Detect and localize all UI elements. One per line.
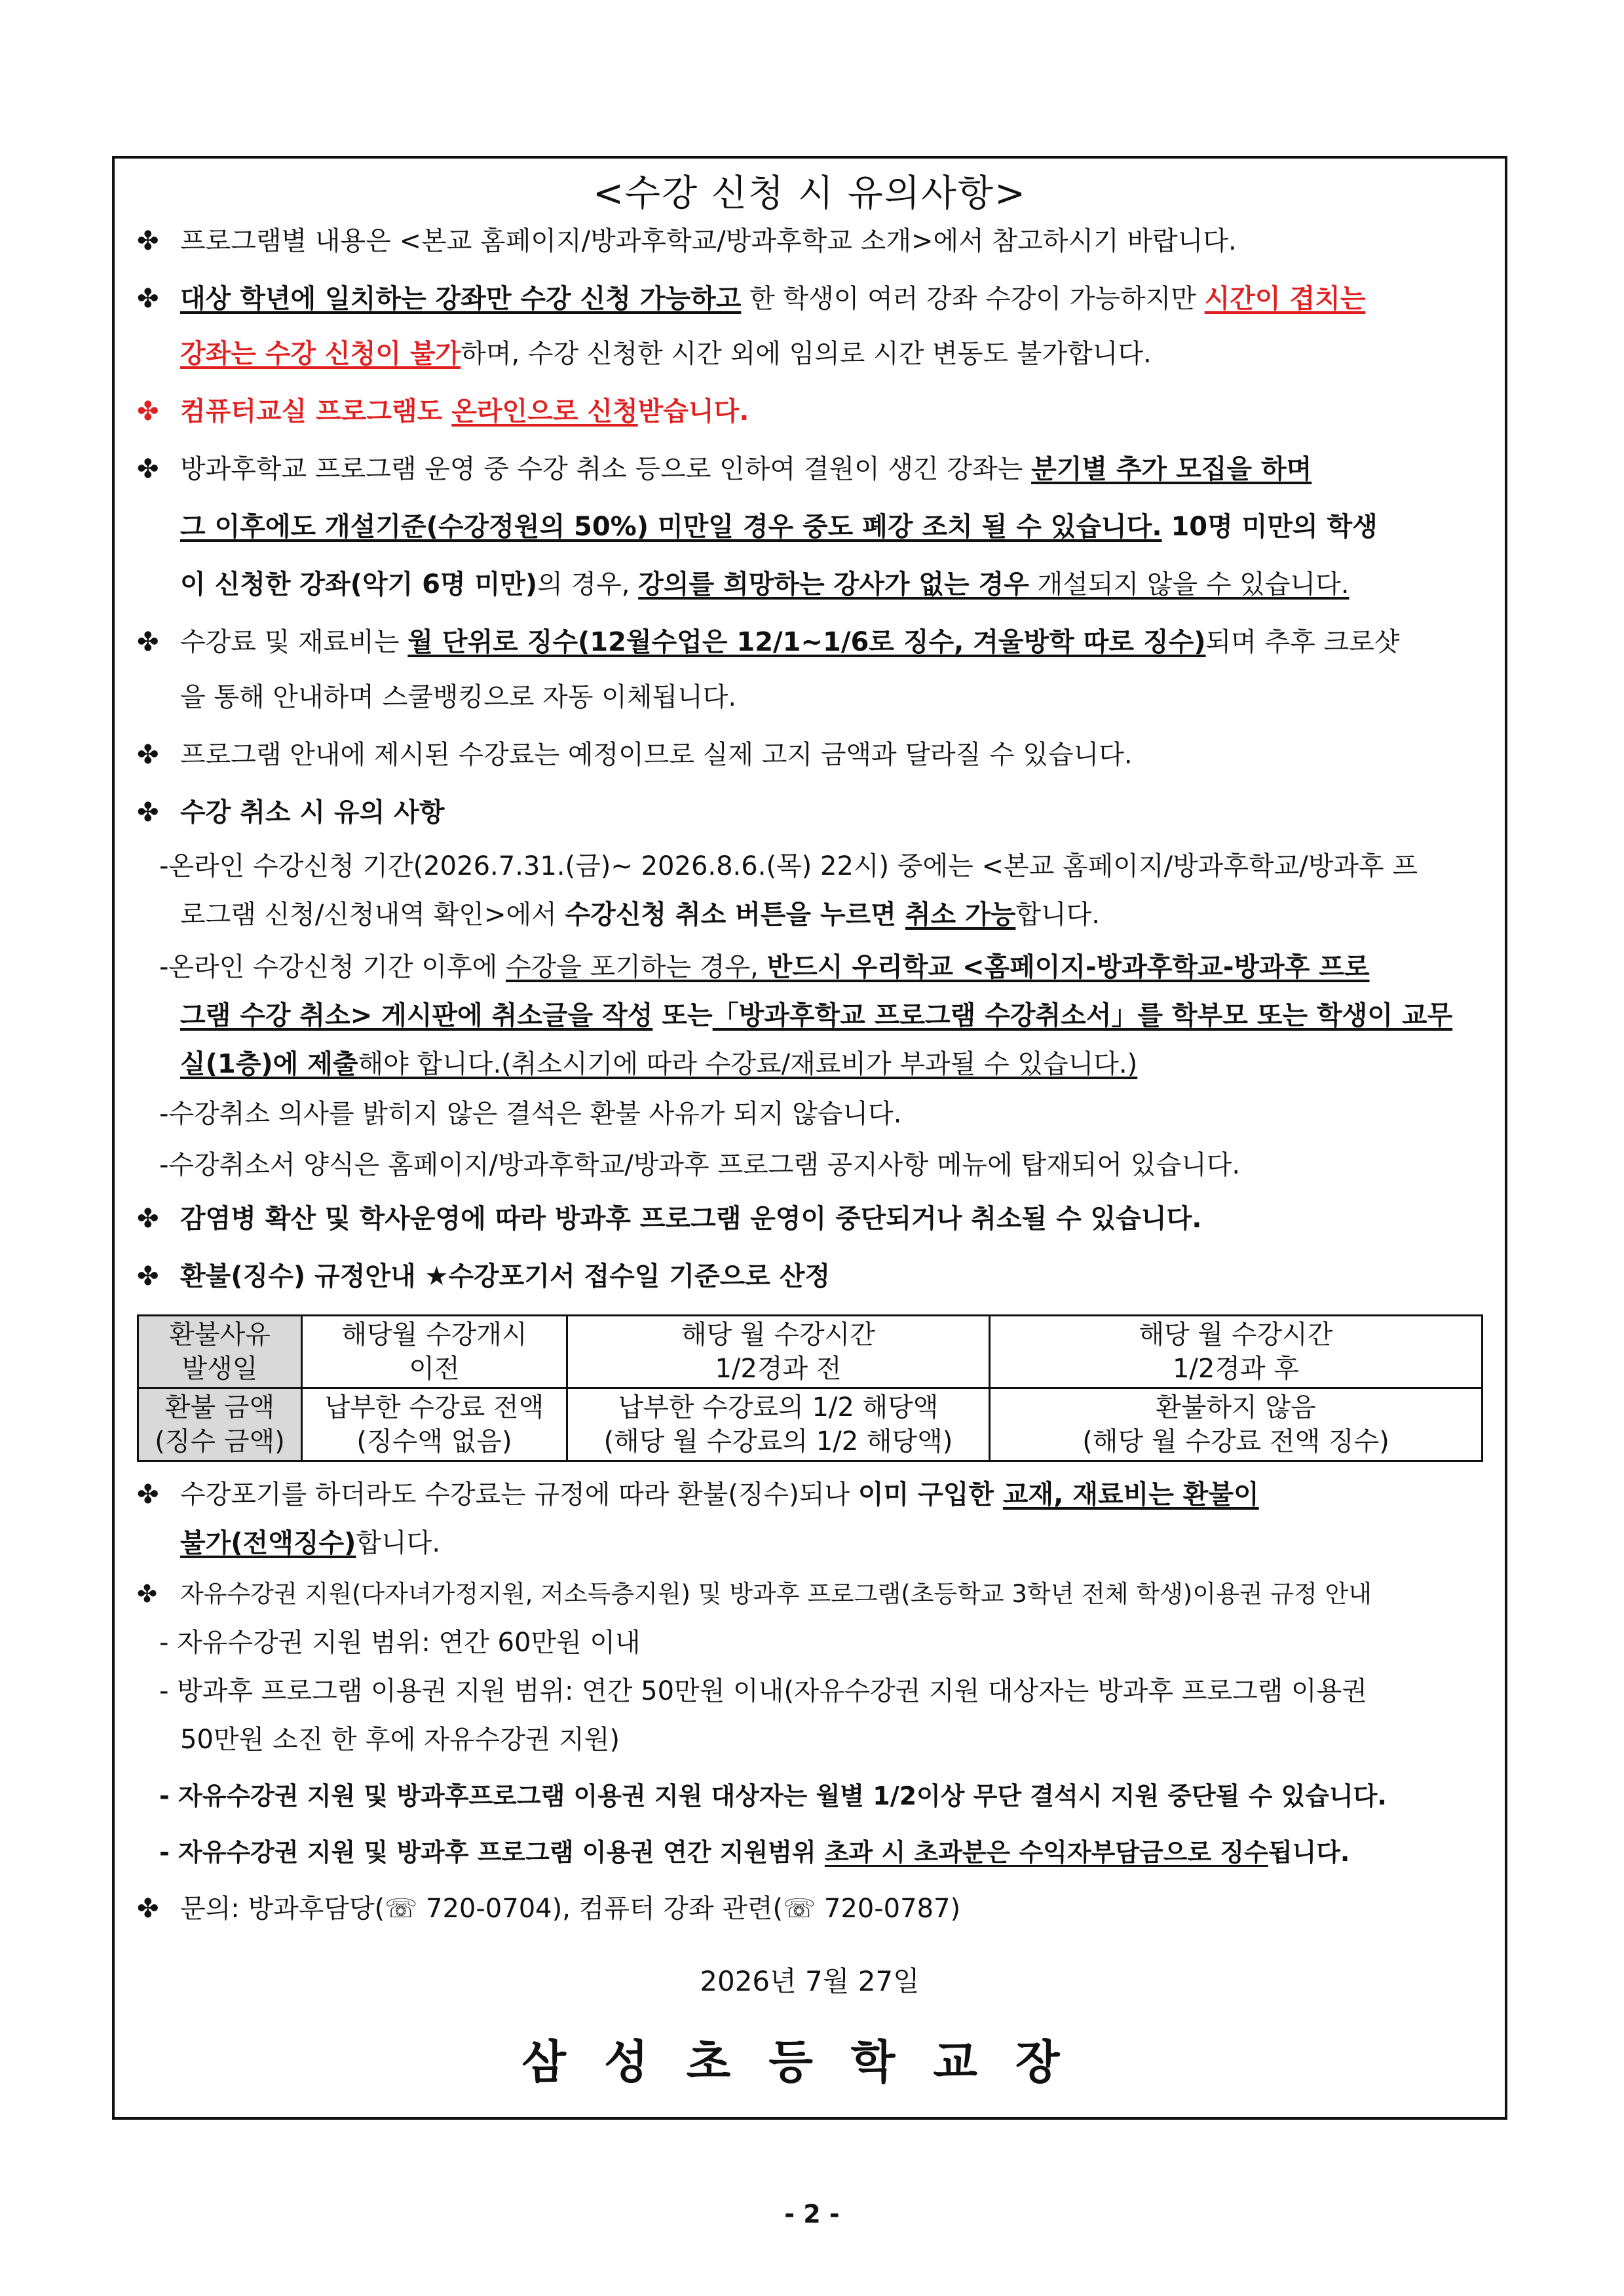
item-fees-cont: 을 통해 안내하며 스쿨뱅킹으로 자동 이체됩니다. bbox=[180, 682, 737, 712]
page-number: - 2 - bbox=[784, 2200, 840, 2229]
table-header-cell: 해당 월 수강시간 1/2경과 후 bbox=[990, 1316, 1482, 1388]
bullet-icon: ✤ bbox=[137, 284, 159, 314]
cancel-note-online: -온라인 수강신청 기간(2026.7.31.(금)~ 2026.8.6.(목) 22시) 중에는 <본교 홈페이지/방과후학교/방과후 프 bbox=[159, 851, 1418, 881]
refund-table bbox=[137, 1314, 1483, 1462]
bullet-icon: ✤ bbox=[137, 627, 159, 657]
bullet-icon: ✤ bbox=[137, 1480, 159, 1510]
cancel-note-after-cont2: 실(1층)에 제출해야 합니다.(취소시기에 따라 수강료/재료비가 부과될 수 있습니다.) bbox=[180, 1049, 1138, 1079]
bullet-icon: ✤ bbox=[137, 226, 159, 256]
phone-icon: ☏ bbox=[783, 1894, 816, 1924]
bullet-icon: ✤ bbox=[137, 396, 159, 427]
item-computer-online: ✤ 컴퓨터교실 프로그램도 온라인으로 신청받습니다. bbox=[137, 393, 1482, 430]
item-grade-limit-cont: 강좌는 수강 신청이 불가하며, 수강 신청한 시간 외에 임의로 시간 변동도 불가합니다. bbox=[180, 339, 1152, 369]
voucher-note-program-cont: 50만원 소진 한 후에 자유수강권 지원) bbox=[180, 1725, 620, 1755]
table-cell: 납부한 수강료 전액 (징수액 없음) bbox=[302, 1388, 567, 1461]
item-fees: ✤ 수강료 및 재료비는 월 단위로 징수(12월수업은 12/1~1/6로 징수, 겨울방학 따로 징수)되며 추후 크로샷 bbox=[137, 624, 1482, 660]
cancel-note-online-cont: 로그램 신청/신청내역 확인>에서 수강신청 취소 버튼을 누르면 취소 가능합니다. bbox=[180, 900, 1100, 930]
item-program-info: ✤ 프로그램별 내용은 <본교 홈페이지/방과후학교/방과후학교 소개>에서 참고하시기 바랍니다. bbox=[137, 223, 1482, 259]
bullet-icon: ✤ bbox=[137, 1580, 158, 1608]
bullet-icon: ✤ bbox=[137, 1894, 159, 1924]
item-closure-cont1: 그 이후에도 개설기준(수강정원의 50%) 미만일 경우 중도 폐강 조치 될 수 있습니다. 10명 미만의 학생 bbox=[180, 512, 1378, 542]
table-cell: 환불하지 않음 (해당 월 수강료 전액 징수) bbox=[990, 1388, 1482, 1461]
bullet-icon: ✤ bbox=[137, 740, 159, 770]
item-cancel-heading: ✤ 수강 취소 시 유의 사항 bbox=[137, 794, 1482, 831]
principal-signature: 삼성초등학교장 bbox=[521, 2035, 1098, 2089]
item-grade-limit: ✤ 대상 학년에 일치하는 강좌만 수강 신청 가능하고 한 학생이 여러 강좌 수강이 가능하지만 시간이 겹치는 bbox=[137, 280, 1482, 317]
table-header-cell: 해당월 수강개시 이전 bbox=[302, 1316, 567, 1388]
bullet-icon: ✤ bbox=[137, 1204, 159, 1234]
item-contact: ✤ 문의: 방과후담당(☏ 720-0704), 컴퓨터 강좌 관련(☏ 720-0787) bbox=[137, 1890, 1482, 1927]
table-header-cell: 해당 월 수강시간 1/2경과 전 bbox=[567, 1316, 990, 1388]
table-cell: 납부한 수강료의 1/2 해당액 (해당 월 수강료의 1/2 해당액) bbox=[567, 1388, 990, 1461]
cancel-note-form: -수강취소서 양식은 홈페이지/방과후학교/방과후 프로그램 공지사항 메뉴에 탑재되어 있습니다. bbox=[159, 1150, 1241, 1180]
item-epidemic: ✤ 감염병 확산 및 학사운영에 따라 방과후 프로그램 운영이 중단되거나 취소될 수 있습니다. bbox=[137, 1200, 1482, 1237]
cancel-note-absence: -수강취소 의사를 밝히지 않은 결석은 환불 사유가 되지 않습니다. bbox=[159, 1099, 902, 1129]
table-row bbox=[138, 1316, 1482, 1388]
item-refund-heading: ✤ 환불(징수) 규정안내 ★수강포기서 접수일 기준으로 산정 bbox=[137, 1258, 1482, 1295]
cancel-note-after-cont1: 그램 수강 취소> 게시판에 취소글을 작성 또는「방과후학교 프로그램 수강취소서」를 학부모 또는 학생이 교무 bbox=[180, 1001, 1453, 1031]
item-materials: ✤ 수강포기를 하더라도 수강료는 규정에 따라 환불(징수)되나 이미 구입한 교재, 재료비는 환불이 bbox=[137, 1476, 1482, 1513]
notice-date: 2026년 7월 27일 bbox=[700, 1965, 920, 1997]
notice-content bbox=[137, 159, 1482, 2092]
item-closure-cont2: 이 신청한 강좌(악기 6명 미만)의 경우, 강의를 희망하는 강사가 없는 경우 개설되지 않을 수 있습니다. bbox=[180, 569, 1350, 600]
cancel-note-after: -온라인 수강신청 기간 이후에 수강을 포기하는 경우, 반드시 우리학교 <홈페이지-방과후학교-방과후 프로 bbox=[159, 952, 1370, 982]
item-closure: ✤ 방과후학교 프로그램 운영 중 수강 취소 등으로 인하여 결원이 생긴 강좌는 분기별 추가 모집을 하며 bbox=[137, 451, 1482, 488]
item-fee-estimate: ✤ 프로그램 안내에 제시된 수강료는 예정이므로 실제 고지 금액과 달라질 수 있습니다. bbox=[137, 737, 1482, 773]
voucher-note-excess: - 자유수강권 지원 및 방과후 프로그램 이용권 연간 지원범위 초과 시 초과분은 수익자부담금으로 징수됩니다. bbox=[159, 1838, 1350, 1867]
item-materials-cont: 불가(전액징수)합니다. bbox=[180, 1528, 441, 1558]
bullet-icon: ✤ bbox=[137, 454, 159, 484]
bullet-icon: ✤ bbox=[137, 1261, 159, 1292]
voucher-note-free: - 자유수강권 지원 범위: 연간 60만원 이내 bbox=[159, 1628, 641, 1658]
notice-frame bbox=[112, 156, 1507, 2120]
voucher-note-absence: - 자유수강권 지원 및 방과후프로그램 이용권 지원 대상자는 월별 1/2이상 무단 결석시 지원 중단될 수 있습니다. bbox=[159, 1782, 1387, 1810]
bullet-icon: ✤ bbox=[137, 797, 159, 828]
table-row bbox=[138, 1388, 1482, 1461]
table-header-cell: 환불사유 발생일 bbox=[138, 1316, 302, 1388]
phone-icon: ☏ bbox=[385, 1894, 418, 1924]
voucher-note-program: - 방과후 프로그램 이용권 지원 범위: 연간 50만원 이내(자유수강권 지원 대상자는 방과후 프로그램 이용권 bbox=[159, 1676, 1367, 1706]
item-voucher: ✤ 자유수강권 지원(다자녀가정지원, 저소득층지원) 및 방과후 프로그램(초등학교 3학년 전체 학생)이용권 규정 안내 bbox=[137, 1576, 1482, 1613]
page-title: <수강 신청 시 유의사항> bbox=[592, 172, 1027, 215]
table-cell: 환불 금액 (징수 금액) bbox=[138, 1388, 302, 1461]
